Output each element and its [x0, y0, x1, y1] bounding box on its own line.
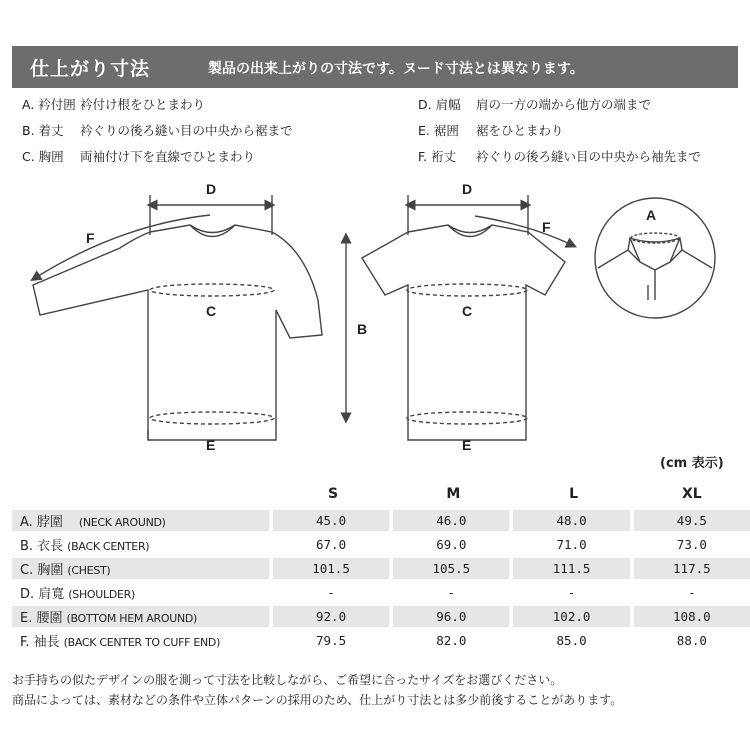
legend-text: 裾をひとまわり — [476, 123, 564, 138]
row-label-en: (NECK AROUND) — [78, 516, 166, 529]
row-label-en: (CHEST) — [67, 564, 111, 577]
legend-text: 衿ぐりの後ろ縫い目の中央から裾まで — [80, 123, 293, 138]
table-cell: 105.5 — [393, 558, 513, 579]
row-label — [12, 534, 273, 555]
table-cell: 73.0 — [676, 537, 707, 552]
table-cell: 101.5 — [273, 558, 393, 579]
table-header-row — [12, 481, 750, 507]
row-label — [12, 630, 273, 651]
label-c-left: C — [206, 303, 217, 319]
table-row — [12, 606, 750, 627]
header-subtitle: 製品の出来上がりの寸法です。ヌード寸法とは異なります。 — [208, 61, 584, 77]
legend-key: E. 裾囲 — [418, 123, 459, 138]
row-label-jp: F. 袖長 — [20, 635, 60, 650]
table-cell: - — [393, 582, 513, 603]
row-label — [12, 510, 273, 531]
row-label-jp: A. 脖圍 — [20, 515, 63, 530]
label-e-left: E — [206, 437, 216, 453]
row-label — [12, 606, 273, 627]
size-header: S — [328, 486, 339, 502]
legend-key: A. 衿付囲 — [22, 97, 76, 112]
header-title: 仕上がり寸法 — [30, 58, 151, 80]
row-label-jp: D. 肩寬 — [20, 587, 65, 602]
table-cell: 88.0 — [676, 633, 707, 648]
table-cell: - — [688, 585, 696, 600]
legend-text: 肩の一方の端から他方の端まで — [476, 97, 652, 112]
row-label-jp: B. 衣長 — [20, 539, 64, 554]
label-d-right: D — [462, 181, 473, 197]
size-header: XL — [682, 486, 702, 502]
legend-key: B. 着丈 — [22, 123, 64, 138]
label-f-right: F — [542, 219, 551, 235]
size-header: L — [569, 486, 579, 502]
row-label-jp: C. 胸圍 — [20, 563, 64, 578]
table-cell: 48.0 — [513, 510, 633, 531]
table-cell: 96.0 — [393, 606, 513, 627]
size-header: M — [446, 486, 461, 502]
row-label-jp: E. 腰圍 — [20, 611, 63, 626]
legend-key: F. 裄丈 — [418, 149, 457, 164]
table-cell: 69.0 — [393, 534, 513, 555]
table-cell: 102.0 — [513, 606, 633, 627]
footer-line: 商品によっては、素材などの条件や立体パターンの採用のため、仕上がり寸法とは多少前後することがあります。 — [12, 693, 623, 707]
table-cell: 85.0 — [513, 630, 633, 651]
table-cell: 111.5 — [513, 558, 633, 579]
row-label — [12, 582, 273, 603]
table-cell: 71.0 — [513, 534, 633, 555]
table-cell: 82.0 — [393, 630, 513, 651]
label-d-left: D — [206, 181, 217, 197]
row-label-en: (BACK CENTER) — [67, 540, 150, 553]
label-e-right: E — [462, 437, 472, 453]
footer-line: お手持ちの似たデザインの服を測って寸法を比較しながら、ご希望に合ったサイズをお選びください。 — [12, 673, 563, 687]
row-label-en: (SHOULDER) — [68, 588, 136, 601]
row-label-en: (BOTTOM HEM AROUND) — [66, 612, 198, 625]
row-label — [12, 558, 273, 579]
collar-detail-shirt — [598, 250, 712, 270]
shortsleeve-shirt-outline — [362, 225, 565, 440]
legend-key: D. 肩幅 — [418, 97, 461, 112]
table-cell: - — [273, 582, 393, 603]
table-cell: 79.5 — [273, 630, 393, 651]
row-label-en: (BACK CENTER TO CUFF END) — [63, 636, 221, 649]
table-cell: 108.0 — [634, 606, 750, 627]
legend-key: C. 胸囲 — [22, 149, 64, 164]
legend-text: 両袖付け下を直線でひとまわり — [80, 149, 256, 164]
table-header-blank — [12, 481, 273, 507]
longsleeve-hem-line — [150, 412, 274, 424]
table-cell: 67.0 — [273, 534, 393, 555]
longsleeve-collar — [190, 225, 235, 237]
shortsleeve-chest-line — [407, 284, 527, 296]
table-cell: - — [513, 582, 633, 603]
longsleeve-chest-line — [150, 284, 274, 296]
label-f-left: F — [86, 230, 95, 246]
footer-notes — [12, 670, 622, 710]
table-row — [12, 582, 750, 603]
table-cell: 92.0 — [273, 606, 393, 627]
longsleeve-shirt-outline — [33, 225, 322, 440]
table-cell: 117.5 — [634, 558, 750, 579]
shortsleeve-collar — [448, 225, 492, 237]
table-row — [12, 630, 750, 651]
size-table — [12, 478, 750, 654]
shortsleeve-hem-line — [407, 412, 527, 424]
table-row — [12, 510, 750, 531]
legend-text: 衿ぐりの後ろ縫い目の中央から袖先まで — [476, 149, 702, 164]
table-cell: 49.5 — [634, 510, 750, 531]
label-b: B — [357, 321, 368, 337]
label-a: A — [646, 207, 657, 223]
table-cell: 46.0 — [393, 510, 513, 531]
table-row — [12, 534, 750, 555]
label-c-right: C — [462, 303, 473, 319]
table-row — [12, 558, 750, 579]
unit-note: (cm 表示) — [660, 456, 724, 471]
legend-text: 衿付け根をひとまわり — [80, 97, 206, 112]
table-cell: 45.0 — [273, 510, 393, 531]
